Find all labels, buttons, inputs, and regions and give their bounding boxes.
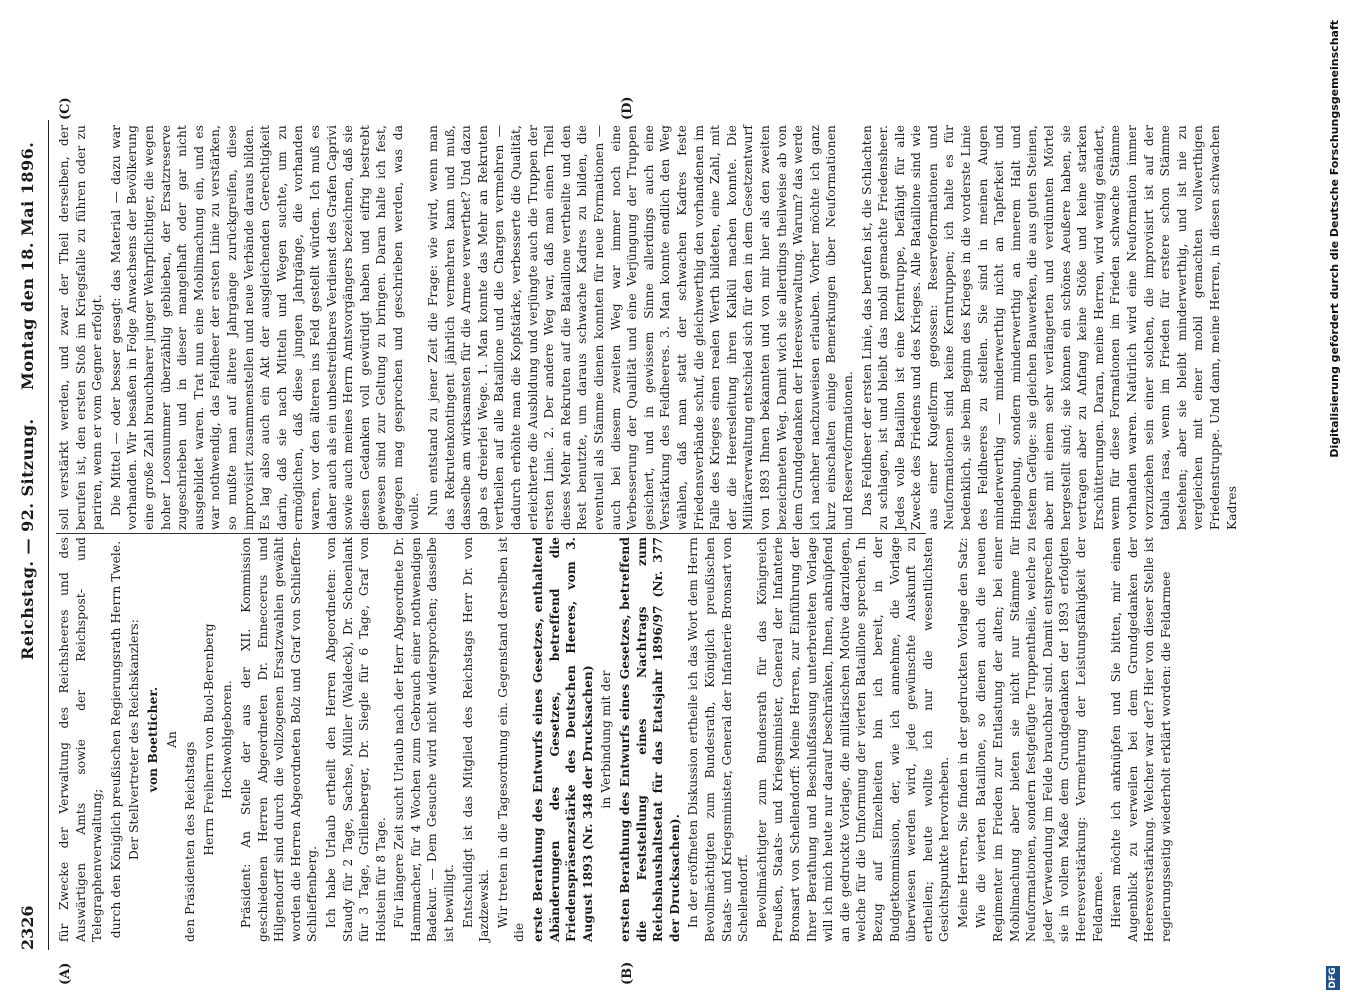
paragraph: Die Mittel — oder besser gesagt: das Material — dazu war vorhanden. Wir besaßen in Folge Anwachsens der Bevölkerung eine große Zahl brauchbarer junger Wehrpflichtiger, die wegen hoher Loosnummer überzählig geblieben, der Ersatzreserve zugeschrieben und in dieser mangelhaft oder gar nicht ausgebildet waren. Trat nun eine Mobilmachung ein, und es war nothwendig, das Feldheer der ersten Linie zu verstärken, so mußte man auf ältere Jahrgänge zurückgreifen, diese improvisirt zusammenstellen und neue Verbände daraus bilden. Es lag also auch ein Akt der ausgleichenden Gerechtigkeit darin, daß sie nach Mitteln und Wegen suchte, um zu ermöglichen, daß diese jungen Jahrgänge, die vorhanden waren, vor den älteren ins Feld gestellt würden. Ich muß es daher auch als ein unbestreitbares Verdienst des Grafen Caprivi sowie auch meines Herrn Amtsvorgängers bezeichnen, daß sie diesen Gedanken voll gewürdigt haben und eifrig bestrebt gewesen sind zur Geltung zu bringen. Daran halte ich fest, dagegen mag gesprochen und geschrieben werden, was da wolle. [108,125,422,530]
paragraph: soll verstärkt werden, und zwar der Theil derselben, der berufen ist, den ersten Stoß im Kriegsfalle zu führen oder zu pariren, wenn er vom Gegner erfolgt. [57,125,105,530]
margin-marker-b: (B) [620,961,635,985]
header-rule [48,120,49,950]
paragraph: in Verbindung mit der [599,670,614,809]
paragraph: durch den Königlich preußischen Regierungsrath Herrn Twele. [108,540,123,939]
column-rule [56,533,926,534]
signature-name: von Boetticher. [145,686,160,793]
paragraph: Wir treten in die Tagesordnung ein. Gegenstand derselben ist die [495,537,527,942]
paragraph: Präsident: An Stelle der aus der XII. Kommission geschiedenen Herren Abgeordneten Dr. Enneccerus und Hilgendorff sind durch die vollzogenen Ersatzwahlen gewählt worden die Herren Abgeordneten Bolz und Graf von Schlieffen-Schlieffenberg. [238,537,320,942]
paragraph: Der Stellvertreter des Reichskanzlers: [127,619,142,860]
paragraph: In der eröffneten Diskussion ertheile ich das Wort dem Herrn Bevollmächtigten zum Bundesrath, Königlich preußischen Staats- und Kriegsminister, General der Infanterie Bronsart von Schellendorff. [686,537,751,942]
paragraph: für Zwecke der Verwaltung des Reichsheeres und des Auswärtigen Amts sowie der Reichspost- und Telegraphenverwaltung; [57,537,105,942]
page-number: 2326 [18,905,37,950]
agenda-item: ersten Berathung des Entwurfs eines Gesetzes, betreffend die Feststellung eines Nachtrags zum Reichshaushaltsetat für das Etatsjahr 1896/97 (Nr. 377 der Drucksachen). [618,537,682,942]
margin-marker-a: (A) [58,962,73,985]
right-column [56,125,1316,530]
running-title: Reichstag. — 92. Sitzung. [18,418,37,660]
digitization-credit: Digitalisierung gefördert durch die Deutsche Forschungsgemeinschaft [1328,20,1341,458]
paragraph: Hochwohlgeboren. [220,680,235,799]
page-header [18,130,48,950]
paragraph: Nun entstand zu jener Zeit die Frage: wie wird, wenn man das Rekrutenkontingent jährlich vermehren kann und muß, dasselbe am wirksamsten für die Armee verwerthet? Und dazu gab es dreierlei Wege. 1. Man konnte das Mehr an Rekruten vertheilen auf alle Bataillone und die Chargen vermehren — dadurch erhöhte man die Kopfstärke, verbesserte die Qualität, erleichterte die Ausbildung und verjüngte auch die Truppen der ersten Linie. 2. Der andere Weg war, daß man einen Theil dieses Mehr an Rekruten auf die Bataillone vertheilte und den Rest benutzte, um daraus schwache Kadres zu bilden, die eventuell als Stämme dienen konnten für neue Formationen — auch bei diesem zweiten Weg war immer noch eine Verbesserung der Qualität und eine Verjüngung der Truppen gesichert, und in gewissem Sinne allerdings auch eine Verstärkung des Feldheeres. 3. Man konnte endlich den Weg wählen, daß man statt der schwachen Kadres feste Friedensverbände schuf, die gleichwerthig den vorhandenen im Falle des Krieges einen realen Werth bildeten, eine Zahl, mit der die Heeresleitung ihren Kalkül machen konnte. Die Militärverwaltung entschied sich für den in dem Gesetzentwurf von 1893 Ihnen bekannten und von mir hier als den zweiten bezeichneten Weg. Damit wich sie allerdings theilweise ab von dem Grundgedanken der Heeresverwaltung. Warum? das werde ich nachher nachzuweisen erlauben. Vorher möchte ich ganz kurz einschalten einige Bemerkungen über Neuformationen und Reserveformationen. [426,125,855,530]
dfg-logo: DFG [1328,967,1338,989]
session-date: Montag den 18. Mai 1896. [18,141,37,390]
paragraph: Entschuldigt ist das Mitglied des Reichstags Herr Dr. von Jazdzewski. [460,537,492,942]
paragraph: den Präsidenten des Reichstags [183,741,198,942]
paragraph: Hieran möchte ich anknüpfen und Sie bitten, mir einen Augenblick zu verweilen bei dem Grundgedanken der Heeresverstärkung. Welcher war der? Hier von dieser Stelle ist regierungsseitig wiederholt erklärt worden: die Feldarmee [1109,537,1173,942]
paragraph: Herrn Freiherrn von Buol-Berenberg [201,623,216,856]
margin-marker-c: (C) [58,97,73,120]
left-column [56,537,1316,942]
agenda-item: erste Berathung des Entwurfs eines Gesetzes, enthaltend Abänderungen des Gesetzes, betreffend die Friedenspräsenzstärke des Deutschen Heeres, vom 3. August 1893 (Nr. 348 der Drucksachen) [531,537,595,942]
paragraph: Ich habe Urlaub ertheilt den Herren Abgeordneten: von Staudy für 2 Tage, Sachse, Müller (Waldeck), Dr. Schoenlank für 3 Tage, Grillenberger, Dr. Siegle für 6 Tage, Graf von Holstein für 8 Tage. [323,537,388,942]
quoted-paragraph: Wie die vierten Bataillone, so dienen auch die neuen Regimenter im Frieden zur Entlastung der alten; bei einer Mobilmachung aber bieten sie nicht nur Stämme für Neuformationen, sondern festgefügte Truppentheile, welche zu jeder Verwendung im Felde brauchbar sind. Damit entsprechen sie in vollem Maße dem Grundgedanken der 1893 erfolgten Heeresverstärkung: Vermehrung der Leistungsfähigkeit der Feldarmee. [974,537,1105,942]
paragraph: Das Feldheer der ersten Linie, das berufen ist, die Schlachten zu schlagen, ist und bleibt das mobil gemachte Friedensheer. Jedes volle Bataillon ist eine Kerntruppe, befähigt für alle Zwecke des Friedens und des Krieges. Alle Bataillone sind wie aus einer Kugelform gegossen: Reserveformationen und Neuformationen sind keine Kerntruppen; ich halte es für bedenklich, sie beim Beginn des Krieges in die vorderste Linie des Feldheeres zu stellen. Sie sind in meinen Augen minderwerthig — minderwerthig nicht an Tapferkeit und Hingebung, sondern minderwerthig an innerem Halt und festem Gefüge: sie gleichen Bauwerken, die aus guten Steinen, aber mit einem sehr verlängerten und verdünnten Mörtel hergestellt sind; sie können ein schönes Aeußere haben, sie vertragen aber zu Anfang keine Stöße und keine starken Erschütterungen. Daran, meine Herren, wird wenig geändert, wenn für diese Formationen im Frieden schwache Stämme vorhanden waren. Natürlich wird eine Neuformation immer vorzuziehen sein einer solchen, die improvisirt ist auf der tabula rasa, wenn im Frieden für erstere schon Stämme bestehen; aber sie bleibt minderwerthig, und ist nie zu vergleichen mit einer mobil gemachten vollwerthigen Friedenstruppe. Und dann, meine Herren, in diesen schwachen Kadres [859,125,1239,530]
paragraph: An [164,731,179,748]
paragraph: Meine Herren, Sie finden in der gedruckten Vorlage den Satz: [955,537,970,928]
paragraph: Bevollmächtigter zum Bundesrath für das Königreich Preußen, Staats- und Kriegsminister, General der Infanterie Bronsart von Schellendorff: Meine Herren, zur Einführung der Ihrer Berathung und Beschlußfassung unterbreiteten Vorlage will ich mich heute nur darauf beschränken, Ihnen, anknüpfend an die gedruckte Vorlage, die militärischen Motive darzulegen, welche für die Umformung der vierten Bataillone sprechen. In Bezug auf Einzelheiten bin ich bereit, in der Budgetkommission, der, wie ich annehme, die Vorlage überwiesen werden wird, jede gewünschte Auskunft zu ertheilen; heute wollte ich nur die wesentlichsten Gesichtspunkte hervorheben. [754,537,952,942]
margin-marker-d: (D) [620,96,635,120]
paragraph: Für längere Zeit sucht Urlaub nach der Herr Abgeordnete Dr. Hammacher, für 4 Wochen zum Gebrauch einer nothwendigen Badekur. — Dem Gesuche wird nicht widersprochen; dasselbe ist bewilligt. [392,537,457,942]
